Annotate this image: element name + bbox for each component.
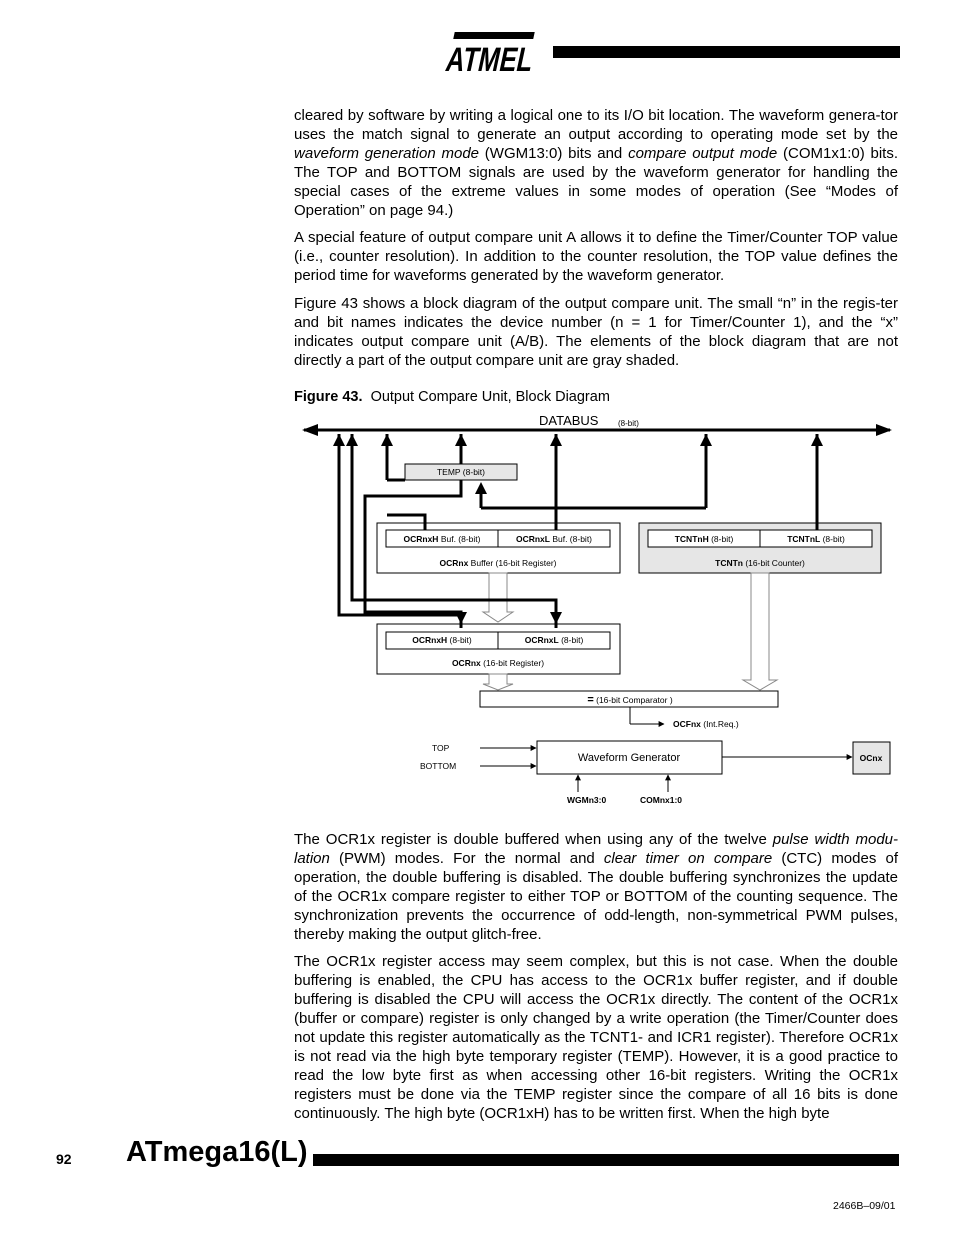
figure-label: Figure 43. xyxy=(294,389,363,405)
temp-label: TEMP (8-bit) xyxy=(436,467,486,477)
svg-text:OCRnxL (8-bit): OCRnxL (8-bit) xyxy=(524,635,584,645)
bottom-paragraph: The OCR1x register is double buffered when using any of the twelve pulse width modu-lation (PWM) modes. For the normal and clear timer on compare (CTC) modes of operation, the double buffering is disabled. The double buffering synchronizes the update of the OCR1x compare register to either TOP or BOTTOM of the counting sequence. The synchronization prevents the occurrence of odd-length, non-symmetrical PWM pulses, thereby making the output glitch-free. xyxy=(294,831,899,943)
svg-text:OCFnx (Int.Req.): OCFnx (Int.Req.) xyxy=(673,719,739,729)
svg-text:TCNTnL (8-bit): TCNTnL (8-bit) xyxy=(787,534,845,544)
body-text-top xyxy=(294,107,898,380)
databus-label: DATABUS xyxy=(539,413,599,428)
doc-code: 2466B–09/01 xyxy=(833,1200,896,1212)
svg-text:OCRnx Buffer (16-bit Register: OCRnx Buffer (16-bit Register) xyxy=(439,558,557,568)
svg-text:OCnx: OCnx xyxy=(859,753,883,763)
svg-text:ATMEL: ATMEL xyxy=(442,41,566,79)
top-paragraph: A special feature of output compare unit A allows it to define the Timer/Counter TOP value (i.e., counter resolution). In addition to the counter resolution, the TOP value defines the period time for waveforms generated by the waveform generator. xyxy=(294,229,898,285)
top-label: TOP xyxy=(432,743,450,753)
footer-title: ATmega16(L) xyxy=(126,1136,308,1168)
svg-text:TCNTnH (8-bit): TCNTnH (8-bit) xyxy=(674,534,734,544)
header-rule xyxy=(553,46,900,58)
top-paragraph: cleared by software by writing a logical one to its I/O bit location. The waveform genera-tor uses the match signal to generate an output according to operating mode set by the waveform generation mode (WGM13:0) bits and compare output mode (COM1x1:0) bits. The TOP and BOTTOM signals are used by the waveform generator for handling the special cases of the extreme values in some modes of operation (See “Modes of Operation” on page 94.) xyxy=(294,107,899,219)
footer-rule xyxy=(313,1154,899,1166)
svg-text:OCRnxH Buf. (8-bit): OCRnxH Buf. (8-bit) xyxy=(403,534,481,544)
bottom-paragraph: The OCR1x register access may seem complex, but this is not case. When the double buffering is enabled, the CPU has access to the OCR1x buffer register, and if double buffering is disabled the CPU will access the OCR1x directly. The content of the OCR1x (buffer or compare) register is only changed by a write operation (the Timer/Counter does not update this register automatically as the TCNT1- and ICR1 register). Therefore OCR1x is not read via the high byte temporary register (TEMP). However, it is a good practice to read the low byte first as when accessing other 16-bit registers. Writing the OCR1x registers must be done via the TEMP register since the compare of all 16 bits is done continuously. The high byte (OCR1xH) has to be written first. When the high byte xyxy=(294,953,898,1122)
svg-text:OCRnx (16-bit Register): OCRnx (16-bit Register) xyxy=(451,658,545,668)
buffer-to-ocr-arrow xyxy=(483,573,513,622)
svg-text:= (16-bit Comparator ): = (16-bit Comparator ) xyxy=(587,694,673,706)
svg-text:Waveform Generator: Waveform Generator xyxy=(577,752,681,764)
databus-width: (8-bit) xyxy=(618,419,639,428)
svg-text:OCRnxL Buf. (8-bit): OCRnxL Buf. (8-bit) xyxy=(515,534,593,544)
wgm-label: WGMn3:0 xyxy=(567,795,607,805)
ocr-to-compare-arrow xyxy=(483,674,513,690)
com-label: COMnx1:0 xyxy=(640,795,683,805)
atmel-logo xyxy=(440,26,566,79)
block-diagram xyxy=(294,410,904,820)
figure-title: Output Compare Unit, Block Diagram xyxy=(370,389,610,405)
svg-text:OCRnxH (8-bit): OCRnxH (8-bit) xyxy=(412,635,472,645)
top-paragraph: Figure 43 shows a block diagram of the output compare unit. The small “n” in the regis-ter and bit names indicates the device number (n = 1 for Timer/Counter 1), and the “x” indicates output compare unit (A/B). The elements of the block diagram that are not directly a part of the output compare unit are gray shaded. xyxy=(294,295,898,369)
body-text-bottom xyxy=(294,831,898,1133)
page-number: 92 xyxy=(56,1151,72,1167)
bottom-label: BOTTOM xyxy=(420,761,457,771)
tcnt-to-compare-arrow xyxy=(743,573,777,690)
figure-caption xyxy=(294,389,610,405)
svg-text:TCNTn (16-bit Counter): TCNTn (16-bit Counter) xyxy=(715,558,805,568)
